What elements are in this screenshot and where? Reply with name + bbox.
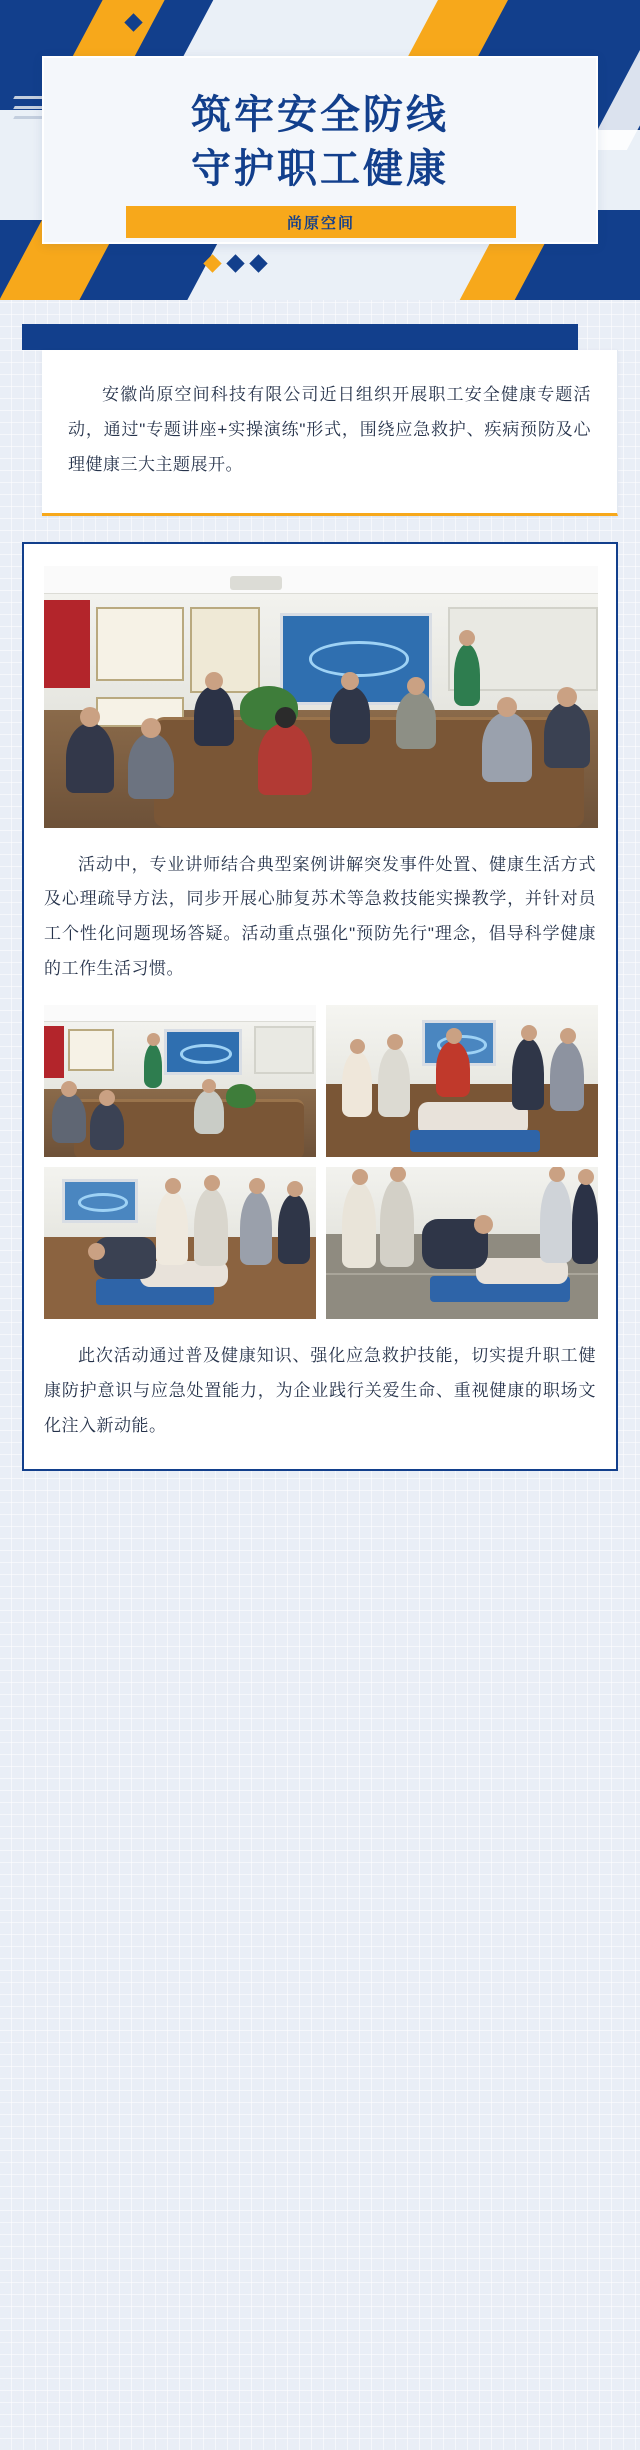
photo-person [454, 644, 480, 706]
intro-paragraph: 安徽尚原空间科技有限公司近日组织开展职工安全健康专题活动，通过"专题讲座+实操演练"形式，围绕应急救护、疾病预防及心理健康三大主题展开。 [68, 385, 591, 474]
photo-person [194, 686, 234, 746]
photo-lecture-room-wide [44, 566, 598, 828]
photo-person [550, 1041, 584, 1111]
photo-instructor [436, 1041, 470, 1097]
photo-person [512, 1038, 544, 1110]
content-paragraph-2: 此次活动通过普及健康知识、强化应急救护技能，切实提升职工健康防护意识与应急处置能力，为企业践行关爱生命、重视健康的职场文化注入新动能。 [44, 1345, 596, 1435]
photo-person [194, 1188, 228, 1266]
diamond-icon [203, 254, 221, 272]
photo-trainee [94, 1237, 156, 1279]
photo-cpr-practice-right [326, 1167, 598, 1319]
photo-person [540, 1179, 572, 1263]
photo-person [482, 712, 532, 782]
photo-cpr-practice-left [44, 1167, 316, 1319]
photo-person [240, 1191, 272, 1265]
photo-person [380, 1179, 414, 1267]
photo-ceiling [44, 566, 598, 595]
photo-person [258, 723, 312, 795]
photo-person [342, 1051, 372, 1117]
diamond-icon [101, 13, 119, 31]
intro-accent-bar [22, 324, 578, 350]
decor-diamond-row-bottom [206, 257, 265, 270]
photo-window [254, 1026, 314, 1074]
content-paragraph-1: 活动中，专业讲师结合典型案例讲解突发事件处置、健康生活方式及心理疏导方法，同步开展心肺复苏术等急救技能实操教学，并针对员工个性化问题现场答疑。活动重点强化"预防先行"理念，倡导科学健康的工作生活习惯。 [44, 854, 596, 979]
diamond-icon [249, 254, 267, 272]
photo-person [544, 702, 590, 768]
page-bottom-spacer [0, 1471, 640, 1511]
photo-red-banner [44, 1026, 64, 1078]
photo-person [128, 733, 174, 799]
photo-ceiling [44, 1005, 316, 1022]
photo-person [342, 1182, 376, 1268]
page-title [44, 88, 596, 196]
photo-projection-screen [164, 1029, 242, 1075]
photo-person [156, 1191, 188, 1265]
photo-projector [230, 576, 282, 590]
photo-person [378, 1047, 410, 1117]
photo-cpr-mat [410, 1130, 540, 1152]
photo-person [144, 1044, 162, 1088]
photo-instructor [422, 1219, 488, 1269]
photo-cpr-demo-right [326, 1005, 598, 1157]
photo-person [66, 723, 114, 793]
photo-person [194, 1090, 224, 1134]
photo-person [396, 691, 436, 749]
photo-lecture-room-left [44, 1005, 316, 1157]
poster-header [0, 0, 640, 300]
diamond-icon [226, 254, 244, 272]
photo-notice-board [96, 607, 184, 681]
photo-person [52, 1093, 86, 1143]
decor-diamond-row-top [104, 16, 140, 29]
photo-row-2 [44, 1167, 596, 1319]
photo-person [572, 1182, 598, 1264]
photo-person [90, 1102, 124, 1150]
page-title-line-1: 筑牢安全防线 [191, 93, 449, 137]
photo-projection-screen [62, 1179, 138, 1223]
subtitle-badge: 尚原空间 [126, 206, 516, 238]
photo-row-1 [44, 1005, 596, 1157]
diamond-icon [124, 13, 142, 31]
photo-plant [226, 1084, 256, 1108]
photo-notice-board [68, 1029, 114, 1071]
intro-card [42, 350, 618, 516]
photo-person [278, 1194, 310, 1264]
title-card [42, 56, 598, 244]
photo-honor-board [190, 607, 260, 693]
intro-section [22, 324, 618, 516]
page-title-line-2: 守护职工健康 [191, 147, 449, 191]
photo-person [330, 686, 370, 744]
photo-red-banner [44, 600, 90, 688]
content-card [22, 542, 618, 1472]
